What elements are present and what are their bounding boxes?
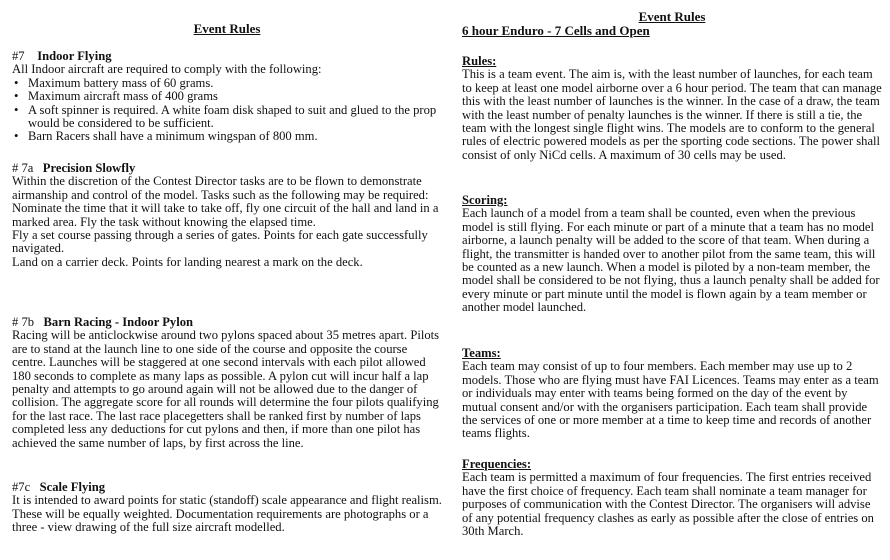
section-heading: Rules: [462, 54, 497, 68]
list-item: • Maximum aircraft mass of 400 grams [28, 90, 442, 103]
paragraph: Each team may consist of up to four members. Each member may use up to 2 models. Those who are flying must have FAI Licences. Teams may enter as a team or individuals may enter with teams being formed on the day of the event by mutual consent and/or with the organisers participation. Each team shall provide the services of one or more member at a time to keep time and records of another teams flights. [462, 359, 879, 441]
section-scale-flying [12, 481, 442, 535]
paragraph: Land on a carrier deck. Points for landing nearest a mark on the deck. [12, 254, 363, 269]
section-precision-slowfly [12, 162, 442, 269]
section-number: #7c [12, 480, 31, 494]
section-number: #7 [12, 49, 25, 63]
left-page [12, 0, 442, 560]
section-title: Indoor Flying [37, 49, 112, 63]
section-frequencies [462, 458, 882, 538]
paragraph: It is intended to award points for static (standoff) scale appearance and flight realism. These will be equally weighted. Documentation requirements are photographs or a three - view drawing of the full size aircraft modelled. [12, 493, 442, 535]
paragraph: Fly a set course passing through a series of gates. Points for each gate successfully navigated. [12, 228, 428, 256]
paragraph: Nominate the time that it will take to take off, fly one circuit of the hall and land in a marked area. Fly the task without knowing the elapsed time. [12, 201, 439, 229]
event-subtitle: 6 hour Enduro - 7 Cells and Open [462, 23, 650, 38]
section-heading: Teams: [462, 346, 501, 360]
right-page [462, 0, 882, 560]
section-indoor-flying [12, 50, 442, 144]
section-number: # 7a [12, 161, 34, 175]
section-title: Scale Flying [39, 480, 106, 494]
paragraph: Within the discretion of the Contest Director tasks are to be flown to demonstrate airmanship and control of the model. Tasks such as the following may be required: [12, 174, 429, 202]
section-heading [12, 50, 442, 63]
section-heading [12, 481, 442, 494]
section-barn-racing [12, 316, 442, 450]
paragraph: Each launch of a model from a team shall be counted, even when the previous model is still flying. For each minute or part of a minute that a team has no model airborne, a launch penalty will be added to the score of that team. When during a flight, the transmitter is handed over to another pilot from the same team, this will be counted as a new launch. When a model is piloted by a non-team member, the model shall be considered to be not flying, thus a launch penalty shall be added for every minute or part minute until the model is flown again by a team member or another model launched. [462, 206, 880, 315]
left-page-title: Event Rules [193, 21, 261, 36]
section-heading: Frequencies: [462, 457, 532, 471]
section-heading [12, 162, 442, 175]
section-teams [462, 347, 882, 441]
section-title: Precision Slowfly [42, 161, 136, 175]
section-title: Barn Racing - Indoor Pylon [43, 315, 194, 329]
section-scoring [462, 194, 882, 315]
right-page-title: Event Rules [638, 9, 706, 24]
paragraph: This is a team event. The aim is, with the least number of launches, for each team to keep at least one model airborne over a 6 hour period. The team that can manage this with the least number of launches is the winner. In the case of a draw, the team with the least number of penalty launches is the winner. If there is still a tie, the team with the longest single flight wins. The models are to conform to the general rules of electric powered models as per the sporting code sections. The power shall consist of only NiCd cells. A maximum of 30 cells may be used. [462, 67, 882, 162]
section-intro: All Indoor aircraft are required to comply with the following: [12, 62, 322, 77]
requirements-list [12, 77, 442, 144]
paragraph: Each team is permitted a maximum of four frequencies. The first entries received have the first choice of frequency. Each team shall nominate a team manager for purposes of communication with the Contest Director. The organisers will advise of any potential frequency clashes as early as possible after the close of entries on 30th March. [462, 470, 874, 539]
section-heading: Scoring: [462, 193, 508, 207]
section-number: # 7b [12, 315, 35, 329]
list-item: • Maximum battery mass of 60 grams. [28, 77, 442, 90]
list-item: • Barn Racers shall have a minimum wingspan of 800 mm. [28, 130, 442, 143]
section-heading [12, 316, 442, 329]
section-rules [462, 55, 882, 162]
list-item: • A soft spinner is required. A white foam disk shaped to suit and glued to the prop would be considered to be sufficient. [28, 104, 442, 131]
paragraph: Racing will be anticlockwise around two pylons spaced about 35 metres apart. Pilots are to stand at the launch line to one side of the course and opposite the course centre. Launches will be staggered at one second intervals with each pilot allowed 180 seconds to complete as many laps as possible. A pylon cut will incur half a lap penalty and attempts to go around again will not be allowed due to the danger of collision. The aggregate score for all rounds will determine the four pilots qualifying for the last race. The last race placegetters shall be ranked first by number of laps completed less any deductions for cut pylons and then, if more than one pilot has achieved the same number of laps, by first across the line. [12, 328, 440, 450]
